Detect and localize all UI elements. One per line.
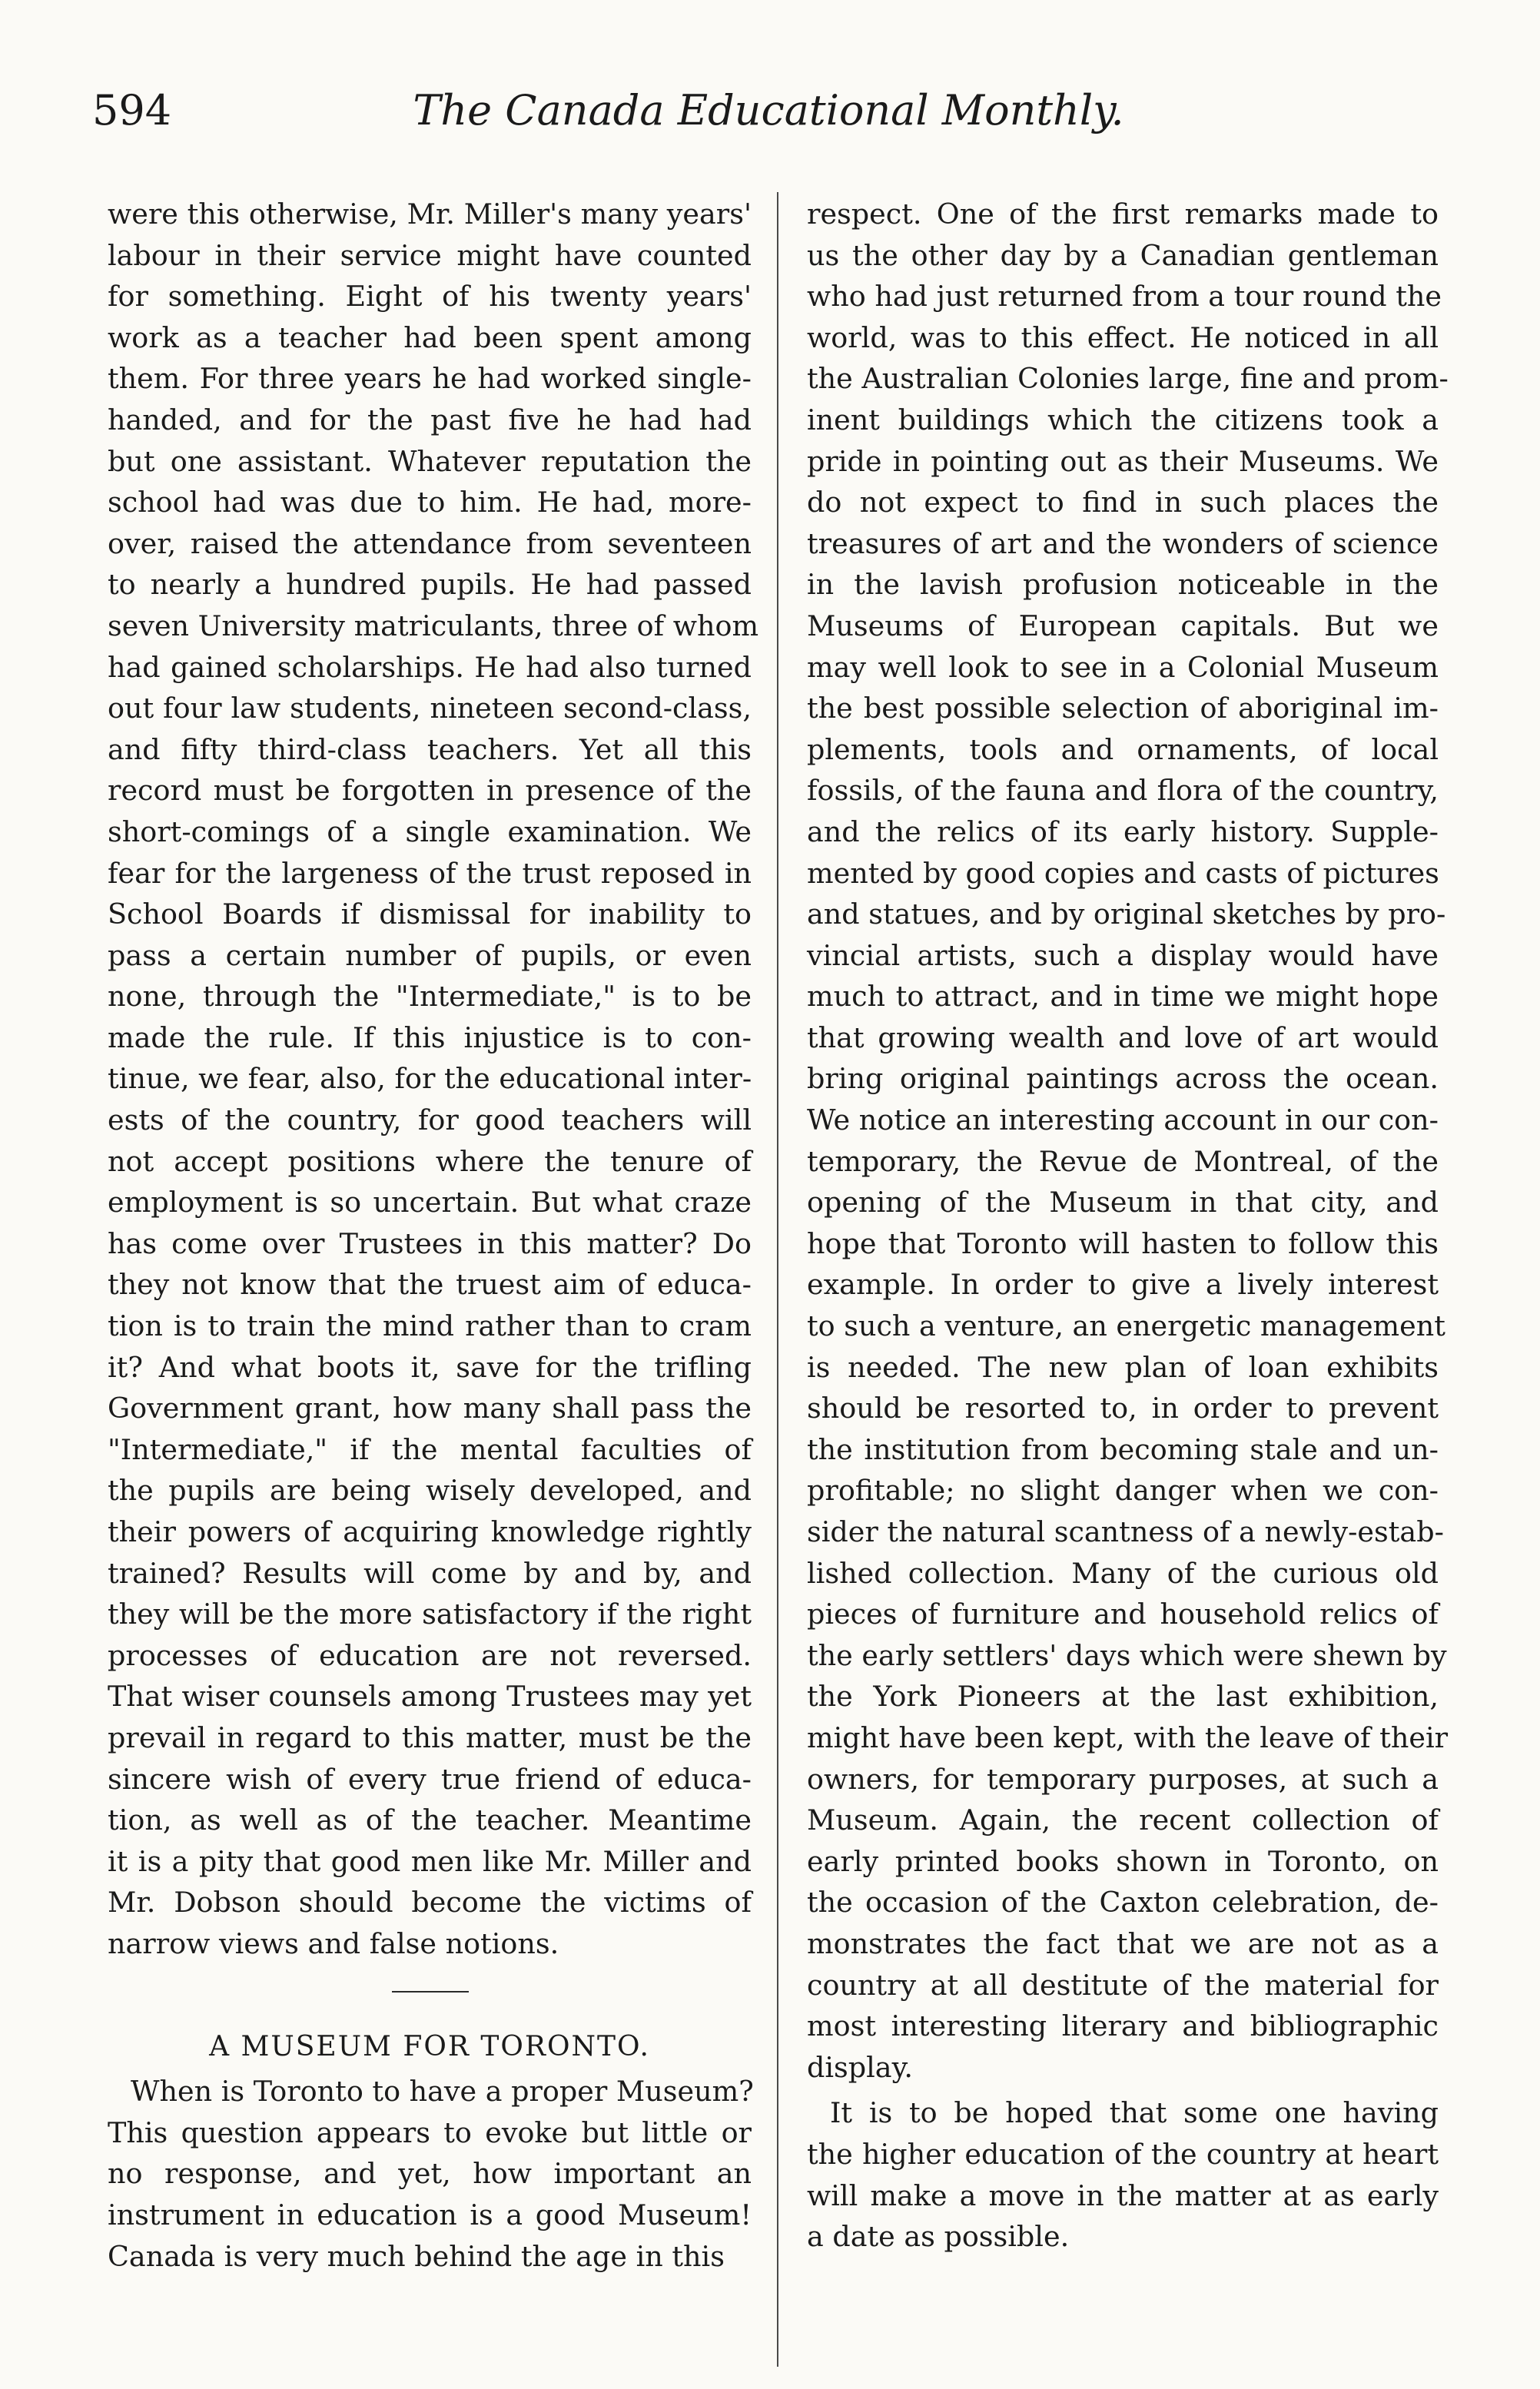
- text-line: School Boards if dismissal for inability to: [108, 898, 752, 931]
- text-line: were this otherwise, Mr. Miller's many years': [108, 197, 752, 231]
- text-line: vincial artists, such a display would have: [807, 938, 1439, 972]
- text-line: profitable; no slight danger when we con-: [807, 1474, 1439, 1508]
- text-line: Museum. Again, the recent collection of: [807, 1803, 1439, 1837]
- text-line: "Intermediate," if the mental faculties of: [108, 1432, 752, 1466]
- text-line: do not expect to find in such places the: [807, 486, 1439, 519]
- text-line: owners, for temporary purposes, at such a: [807, 1762, 1439, 1796]
- text-line: and fifty third-class teachers. Yet all this: [108, 732, 752, 766]
- text-line: the early settlers' days which were shewn by: [807, 1638, 1447, 1672]
- text-line: most interesting literary and bibliographic: [807, 2009, 1439, 2043]
- text-line: their powers of acquiring knowledge rightly: [108, 1515, 752, 1548]
- text-line: and statues, and by original sketches by pro-: [807, 898, 1446, 931]
- text-line: over, raised the attendance from seventeen: [108, 526, 752, 560]
- text-line: will make a move in the matter at as early: [807, 2178, 1439, 2212]
- section-heading: A MUSEUM FOR TORONTO.: [209, 2030, 650, 2062]
- section-divider: [108, 1965, 752, 2026]
- text-line: pride in pointing out as their Museums. We: [807, 444, 1439, 478]
- text-line: much to attract, and in time we might hope: [807, 980, 1439, 1014]
- text-line: lished collection. Many of the curious old: [807, 1556, 1439, 1590]
- text-line: treasures of art and the wonders of science: [807, 526, 1439, 560]
- text-line: them. For three years he had worked single-: [108, 362, 752, 396]
- text-line: the pupils are being wisely developed, and: [108, 1474, 752, 1508]
- text-line: and the relics of its early history. Supple-: [807, 815, 1439, 848]
- left-column: [108, 194, 759, 2277]
- text-line: handed, and for the past five he had had: [108, 403, 752, 436]
- text-line: Mr. Dobson should become the victims of: [108, 1886, 752, 1919]
- text-line: inent buildings which the citizens took a: [807, 403, 1439, 436]
- text-line: the Australian Colonies large, fine and prom-: [807, 362, 1449, 396]
- page-header: [92, 86, 1445, 148]
- text-line: sider the natural scantness of a newly-estab-: [807, 1515, 1444, 1548]
- text-line: is needed. The new plan of loan exhibits: [807, 1350, 1439, 1384]
- text-line: for something. Eight of his twenty years': [108, 280, 752, 314]
- text-line: hope that Toronto will hasten to follow this: [807, 1226, 1439, 1260]
- text-line: pass a certain number of pupils, or even: [108, 938, 752, 972]
- text-line: opening of the Museum in that city, and: [807, 1186, 1439, 1219]
- text-line: fossils, of the fauna and flora of the country,: [807, 774, 1439, 808]
- text-line: work as a teacher had been spent among: [108, 320, 752, 354]
- text-line: Government grant, how many shall pass the: [108, 1392, 752, 1425]
- text-line: employment is so uncertain. But what craze: [108, 1186, 752, 1219]
- text-line: no response, and yet, how important an: [108, 2157, 752, 2191]
- right-column-closing-paragraph: [807, 2092, 1439, 2257]
- text-line: they not know that the truest aim of educa-: [108, 1268, 752, 1302]
- text-line: Museums of European capitals. But we: [807, 609, 1439, 642]
- text-line: prevail in regard to this matter, must be the: [108, 1720, 752, 1754]
- text-line: plements, tools and ornaments, of local: [807, 732, 1439, 766]
- text-line: example. In order to give a lively interest: [807, 1268, 1439, 1302]
- text-line: in the lavish profusion noticeable in the: [807, 568, 1439, 602]
- text-line: labour in their service might have counted: [108, 238, 752, 272]
- text-line: mented by good copies and casts of pictures: [807, 856, 1439, 890]
- text-line: narrow views and false notions.: [108, 1926, 559, 1960]
- text-line: but one assistant. Whatever reputation the: [108, 444, 752, 478]
- text-line: It is to be hoped that some one having: [830, 2096, 1439, 2130]
- page-number: 594: [92, 86, 172, 134]
- text-line: made the rule. If this injustice is to con-: [108, 1020, 752, 1054]
- text-line: country at all destitute of the material for: [807, 1968, 1439, 2002]
- text-line: processes of education are not reversed.: [108, 1638, 752, 1672]
- text-line: trained? Results will come by and by, and: [108, 1556, 752, 1590]
- text-line: sincere wish of every true friend of educa-: [108, 1762, 752, 1796]
- text-line: who had just returned from a tour round the: [807, 280, 1442, 314]
- text-line: fear for the largeness of the trust reposed in: [108, 856, 752, 890]
- text-line: When is Toronto to have a proper Museum?: [131, 2075, 754, 2109]
- text-line: that growing wealth and love of art would: [807, 1020, 1439, 1054]
- text-line: none, through the "Intermediate," is to be: [108, 980, 752, 1014]
- text-line: out four law students, nineteen second-class,: [108, 692, 752, 725]
- text-line: instrument in education is a good Museum!: [108, 2198, 752, 2231]
- text-line: ests of the country, for good teachers will: [108, 1103, 752, 1137]
- text-line: it is a pity that good men like Mr. Miller and: [108, 1844, 752, 1878]
- text-line: This question appears to evoke but little or: [108, 2115, 752, 2149]
- text-line: the York Pioneers at the last exhibition,: [807, 1680, 1439, 1714]
- text-line: may well look to see in a Colonial Museum: [807, 650, 1439, 684]
- text-line: the occasion of the Caxton celebration, de-: [807, 1886, 1439, 1919]
- text-line: the best possible selection of aboriginal im-: [807, 692, 1439, 725]
- left-column-body: [108, 194, 759, 1965]
- text-line: display.: [807, 2050, 913, 2084]
- text-line: they will be the more satisfactory if the right: [108, 1598, 752, 1631]
- text-line: Canada is very much behind the age in this: [108, 2239, 725, 2273]
- text-line: not accept positions where the tenure of: [108, 1144, 752, 1178]
- right-column: [807, 194, 1449, 2258]
- text-line: That wiser counsels among Trustees may yet: [108, 1680, 752, 1714]
- text-line: early printed books shown in Toronto, on: [807, 1844, 1439, 1878]
- running-title: The Canada Educational Monthly.: [413, 86, 1124, 134]
- right-column-body: [807, 194, 1449, 2088]
- text-line: short-comings of a single examination. We: [108, 815, 752, 848]
- text-line: seven University matriculants, three of whom: [108, 609, 759, 642]
- text-line: world, was to this effect. He noticed in all: [807, 320, 1439, 354]
- text-line: had gained scholarships. He had also turned: [108, 650, 752, 684]
- text-line: tion is to train the mind rather than to cram: [108, 1309, 752, 1343]
- text-line: We notice an interesting account in our con-: [807, 1103, 1439, 1137]
- text-line: tion, as well as of the teacher. Meantime: [108, 1803, 752, 1837]
- text-line: the institution from becoming stale and un-: [807, 1432, 1439, 1466]
- text-line: bring original paintings across the ocean.: [807, 1062, 1439, 1096]
- text-line: respect. One of the first remarks made to: [807, 197, 1439, 231]
- text-line: monstrates the fact that we are not as a: [807, 1926, 1439, 1960]
- text-line: to such a venture, an energetic management: [807, 1309, 1445, 1343]
- text-line: it? And what boots it, save for the trifling: [108, 1350, 752, 1384]
- text-line: to nearly a hundred pupils. He had passed: [108, 568, 752, 602]
- column-rule: [777, 192, 778, 2367]
- text-line: the higher education of the country at heart: [807, 2137, 1439, 2171]
- text-line: record must be forgotten in presence of the: [108, 774, 752, 808]
- text-line: should be resorted to, in order to prevent: [807, 1392, 1439, 1425]
- text-line: has come over Trustees in this matter? Do: [108, 1226, 752, 1260]
- text-line: might have been kept, with the leave of their: [807, 1720, 1449, 1754]
- text-line: a date as possible.: [807, 2220, 1070, 2254]
- text-line: us the other day by a Canadian gentleman: [807, 238, 1439, 272]
- text-line: pieces of furniture and household relics of: [807, 1598, 1439, 1631]
- left-column-section-body: [108, 2071, 752, 2277]
- text-line: tinue, we fear, also, for the educational inter-: [108, 1062, 752, 1096]
- text-line: school had was due to him. He had, more-: [108, 486, 752, 519]
- text-line: temporary, the Revue de Montreal, of the: [807, 1144, 1439, 1178]
